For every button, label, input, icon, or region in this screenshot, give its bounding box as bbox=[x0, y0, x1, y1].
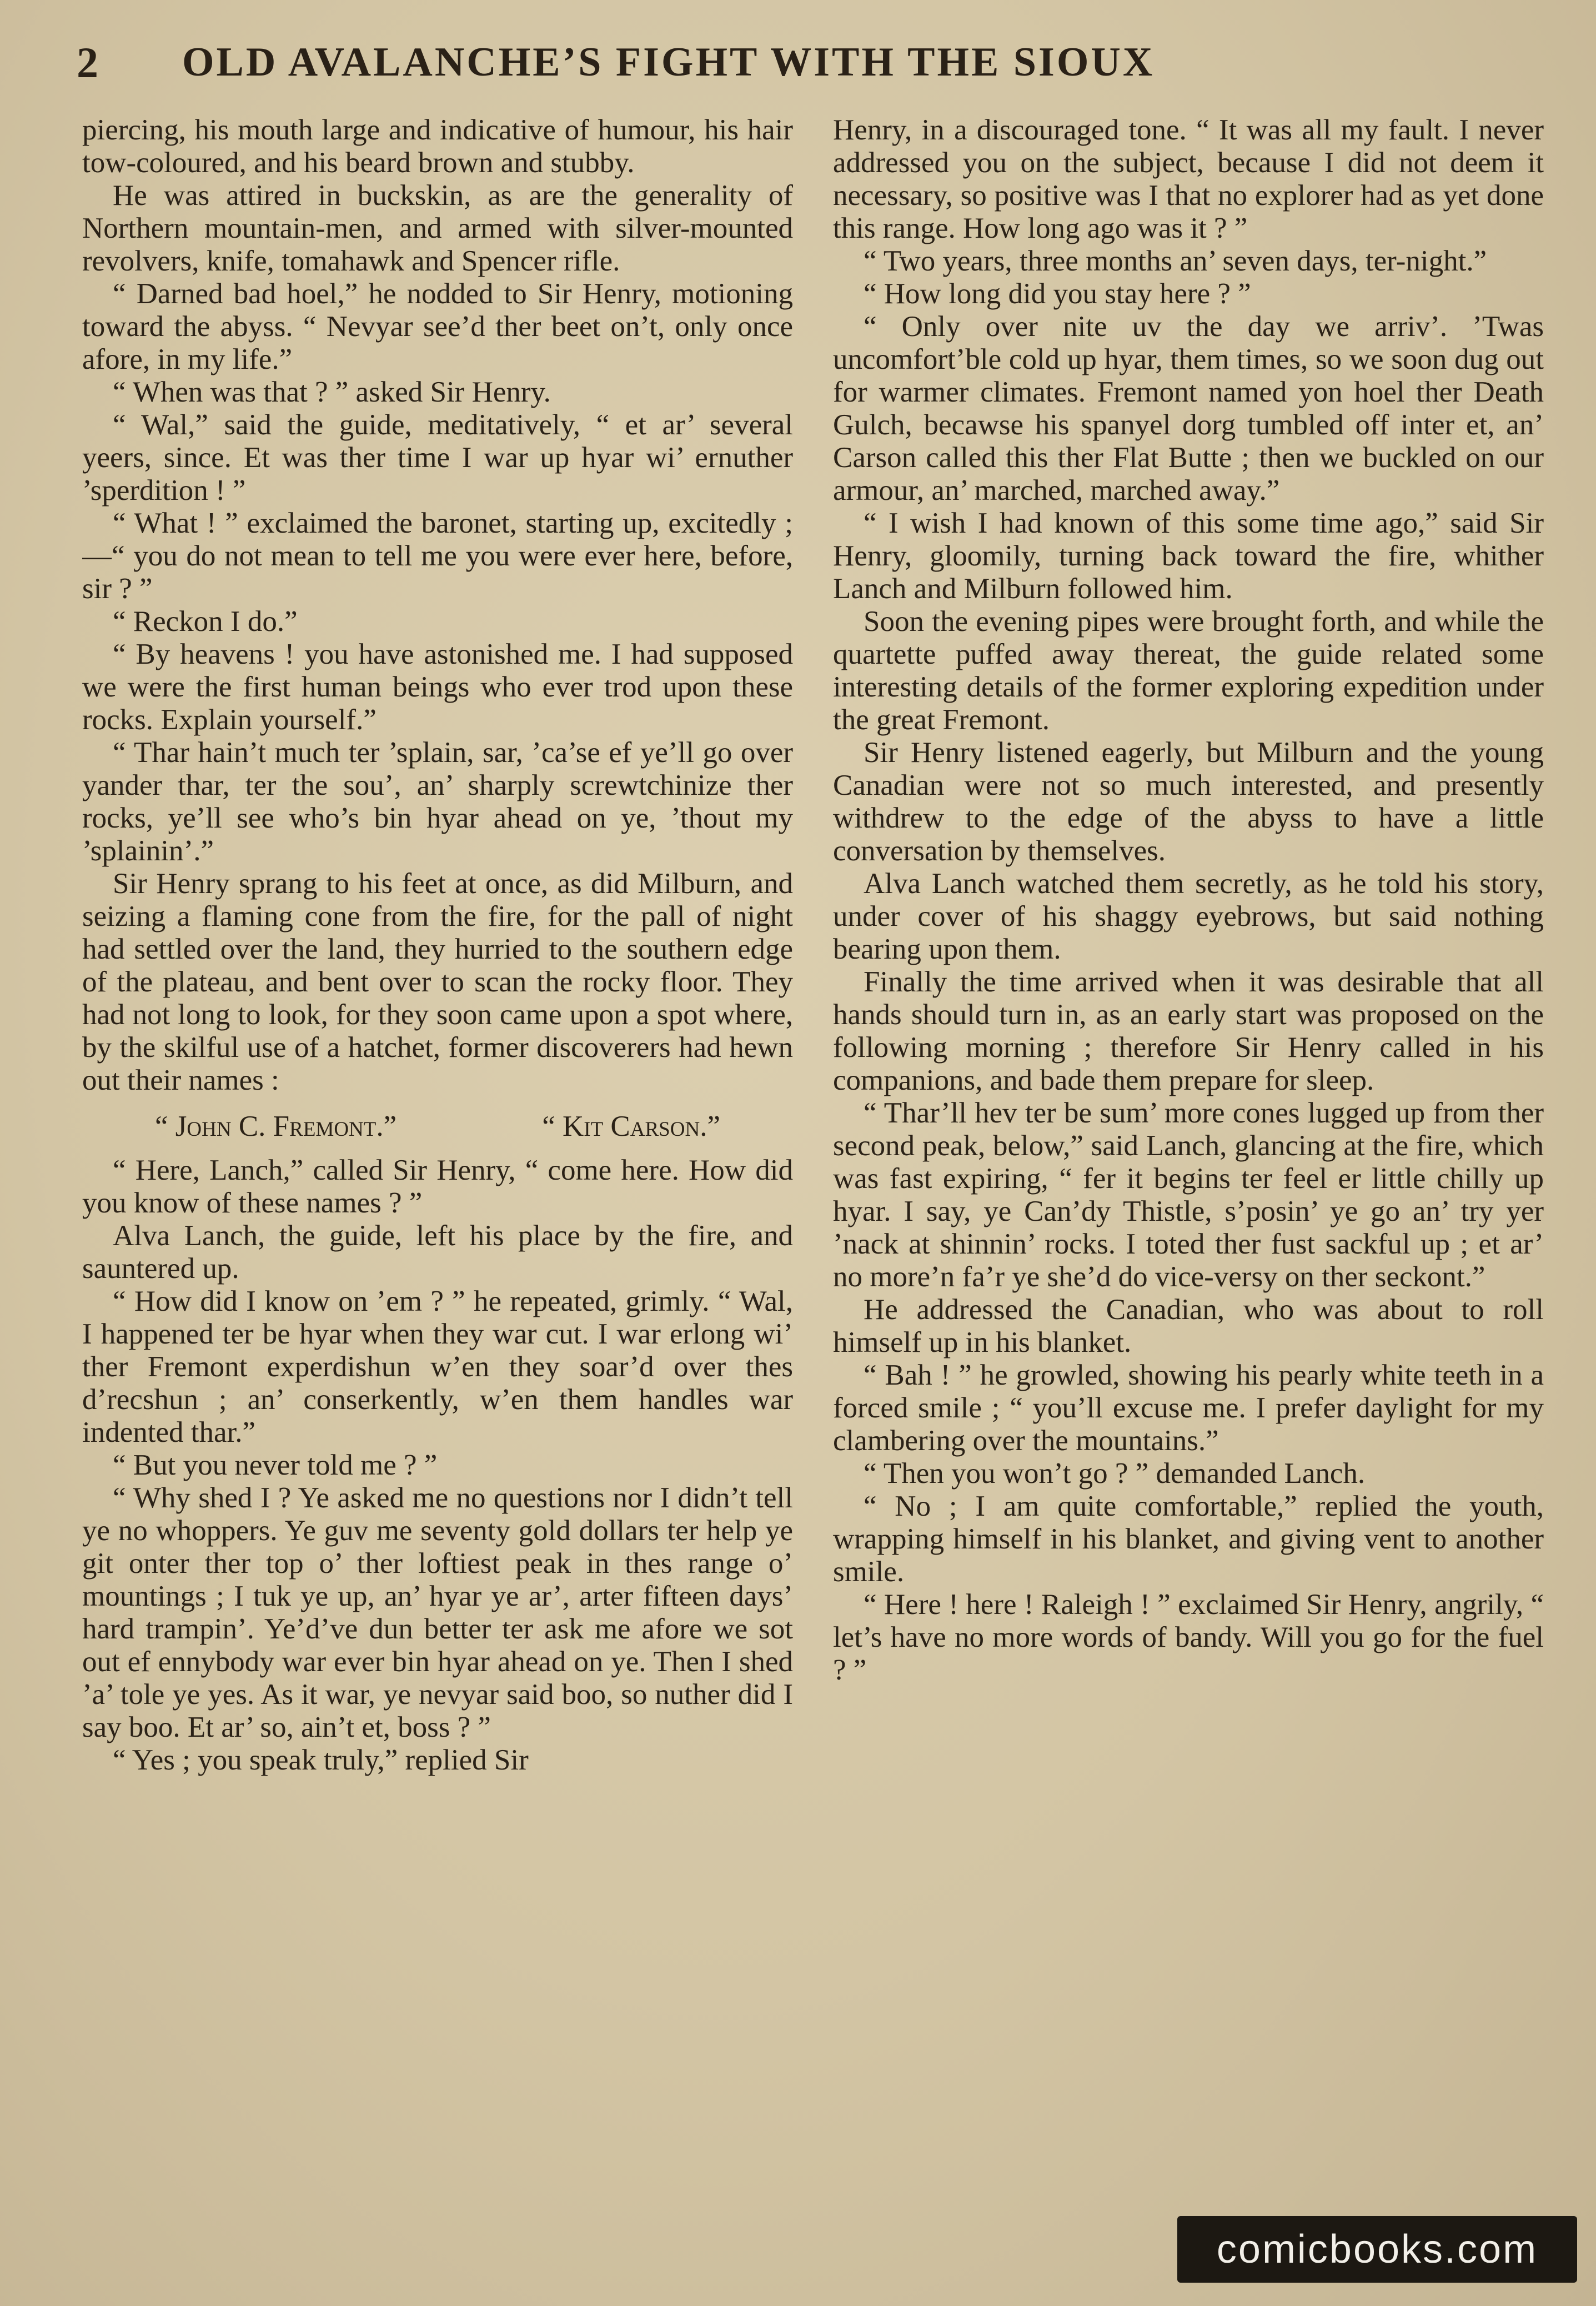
paragraph: “ Here ! here ! Raleigh ! ” exclaimed Sir Henry, angrily, “ let’s have no more words of bandy. Will you go for the fuel ? ” bbox=[833, 1588, 1544, 1686]
paragraph: “ How long did you stay here ? ” bbox=[864, 278, 1251, 310]
right-column bbox=[833, 114, 1544, 2202]
paragraph: “ Two years, three months an’ seven days, ter-night.” bbox=[864, 245, 1487, 277]
watermark bbox=[1177, 2216, 1577, 2283]
paragraph: Soon the evening pipes were brought forth, and while the quartette puffed away thereat, the guide related some interesting details of the former exploring expedition under the great Fremont. bbox=[833, 605, 1544, 736]
paragraph: “ Reckon I do.” bbox=[113, 605, 298, 638]
paragraph: “ Thar’ll hev ter be sum’ more cones lugged up from ther second peak, below,” said Lanch, glancing at the fire, which was fast expiring, “ fer it begins ter feel er little chilly up hyar. I say, ye Can’dy Thistle, s’posin’ ye go an’ try yer ’nack at shinnin’ rocks. I toted ther fust sackful up ; et ar’ no more’n fa’r ye she’d do vice-versy on ther seckont.” bbox=[833, 1097, 1544, 1293]
paragraph: “ I wish I had known of this some time ago,” said Sir Henry, gloomily, turning back toward the fire, whither Lanch and Milburn followed him. bbox=[833, 507, 1544, 605]
paragraph: “ What ! ” exclaimed the baronet, starting up, excitedly ;—“ you do not mean to tell me you were ever here, before, sir ? ” bbox=[82, 507, 793, 605]
paragraph: “ Here, Lanch,” called Sir Henry, “ come here. How did you know of these names ? ” bbox=[82, 1154, 793, 1219]
carved-names bbox=[82, 1110, 793, 1143]
paragraph: “ Then you won’t go ? ” demanded Lanch. bbox=[864, 1457, 1366, 1490]
paragraph: Sir Henry listened eagerly, but Milburn and the young Canadian were not so much interested, and presently withdrew to the edge of the abyss to have a little conversation by themselves. bbox=[833, 736, 1544, 867]
paragraph: “ Yes ; you speak truly,” replied Sir bbox=[113, 1744, 529, 1776]
paragraph: “ Thar hain’t much ter ’splain, sar, ’ca’se ef ye’ll go over yander thar, ter the sou’, an’ sharply screwtchinize ther rocks, ye’ll see who’s bin hyar ahead on ye, ’thout my ’splainin’.” bbox=[82, 736, 793, 867]
watermark-text: comicbooks.com bbox=[1216, 2227, 1538, 2272]
paragraph: “ Why shed I ? Ye asked me no questions nor I didn’t tell ye no whoppers. Ye guv me seventy gold dollars ter help ye git onter ther top o’ ther loftiest peak in thes range o’ mountings ; I tuk ye up, an’ hyar ye ar’, arter fifteen days’ hard trampin’. Ye’d’ve dun better ter ask me afore we sot out ef ennybody war ever bin hyar ahead on ye. Then I shed ’a’ tole ye yes. As it war, ye nevyar said boo, so nuther did I say boo. Et ar’ so, ain’t et, boss ? ” bbox=[82, 1482, 793, 1743]
name-carson: “ Kit Carson.” bbox=[542, 1110, 720, 1142]
paragraph: “ When was that ? ” asked Sir Henry. bbox=[113, 376, 551, 408]
paragraph: Sir Henry sprang to his feet at once, as did Milburn, and seizing a flaming cone from the fire, for the pall of night had settled over the land, they hurried to the southern edge of the plateau, and bent over to scan the rocky floor. They had not long to look, for they soon came upon a spot where, by the skilful use of a hatchet, former discoverers had hewn out their names : bbox=[82, 868, 793, 1096]
page-header bbox=[77, 31, 1520, 94]
paragraph: “ Only over nite uv the day we arriv’. ’Twas uncomfort’ble cold up hyar, them times, so we soon dug out for warmer climates. Fremont named yon hoel ther Death Gulch, becawse his spanyel dorg tumbled off inter et, an’ Carson called this ther Flat Butte ; then we buckled on our armour, an’ marched, marched away.” bbox=[833, 310, 1544, 507]
paragraph: “ But you never told me ? ” bbox=[113, 1449, 438, 1481]
paragraph: “ How did I know on ’em ? ” he repeated, grimly. “ Wal, I happened ter be hyar when they war cut. I war erlong wi’ ther Fremont experdishun w’en they soar’d over thes d’recshun ; an’ conserkently, w’en them handles war indented thar.” bbox=[82, 1285, 793, 1448]
paragraph: “ Wal,” said the guide, meditatively, “ et ar’ several yeers, since. Et was ther time I war up hyar wi’ ernuther ’sperdition ! ” bbox=[82, 409, 793, 507]
paragraph: He addressed the Canadian, who was about to roll himself up in his blanket. bbox=[833, 1294, 1544, 1358]
name-fremont: “ John C. Fremont.” bbox=[155, 1110, 397, 1142]
paragraph: Henry, in a discouraged tone. “ It was all my fault. I never addressed you on the subject, because I did not deem it necessary, so positive was I that no explorer had as yet done this range. How long ago was it ? ” bbox=[833, 114, 1544, 244]
running-title: OLD AVALANCHE’S FIGHT WITH THE SIOUX bbox=[182, 39, 1155, 85]
paragraph: Alva Lanch watched them secretly, as he told his story, under cover of his shaggy eyebrows, but said nothing bearing upon them. bbox=[833, 868, 1544, 965]
paragraph: “ By heavens ! you have astonished me. I had supposed we were the first human beings who ever trod upon these rocks. Explain yourself.” bbox=[82, 638, 793, 736]
paragraph: Finally the time arrived when it was desirable that all hands should turn in, as an early start was proposed on the following morning ; therefore Sir Henry called in his companions, and bade them prepare for sleep. bbox=[833, 966, 1544, 1096]
left-column bbox=[82, 114, 793, 2202]
paragraph: “ Darned bad hoel,” he nodded to Sir Henry, motioning toward the abyss. “ Nevyar see’d ther beet on’t, only once afore, in my life.” bbox=[82, 278, 793, 375]
page-number: 2 bbox=[77, 38, 98, 87]
paragraph: He was attired in buckskin, as are the generality of Northern mountain-men, and armed with silver-mounted revolvers, knife, tomahawk and Spencer rifle. bbox=[82, 179, 793, 277]
paragraph: “ Bah ! ” he growled, showing his pearly white teeth in a forced smile ; “ you’ll excuse me. I prefer daylight for my clambering over the mountains.” bbox=[833, 1359, 1544, 1457]
paragraph: “ No ; I am quite comfortable,” replied the youth, wrapping himself in his blanket, and giving vent to another smile. bbox=[833, 1490, 1544, 1588]
paragraph: Alva Lanch, the guide, left his place by the fire, and sauntered up. bbox=[82, 1220, 793, 1285]
paragraph: piercing, his mouth large and indicative of humour, his hair tow-coloured, and his beard brown and stubby. bbox=[82, 114, 793, 179]
